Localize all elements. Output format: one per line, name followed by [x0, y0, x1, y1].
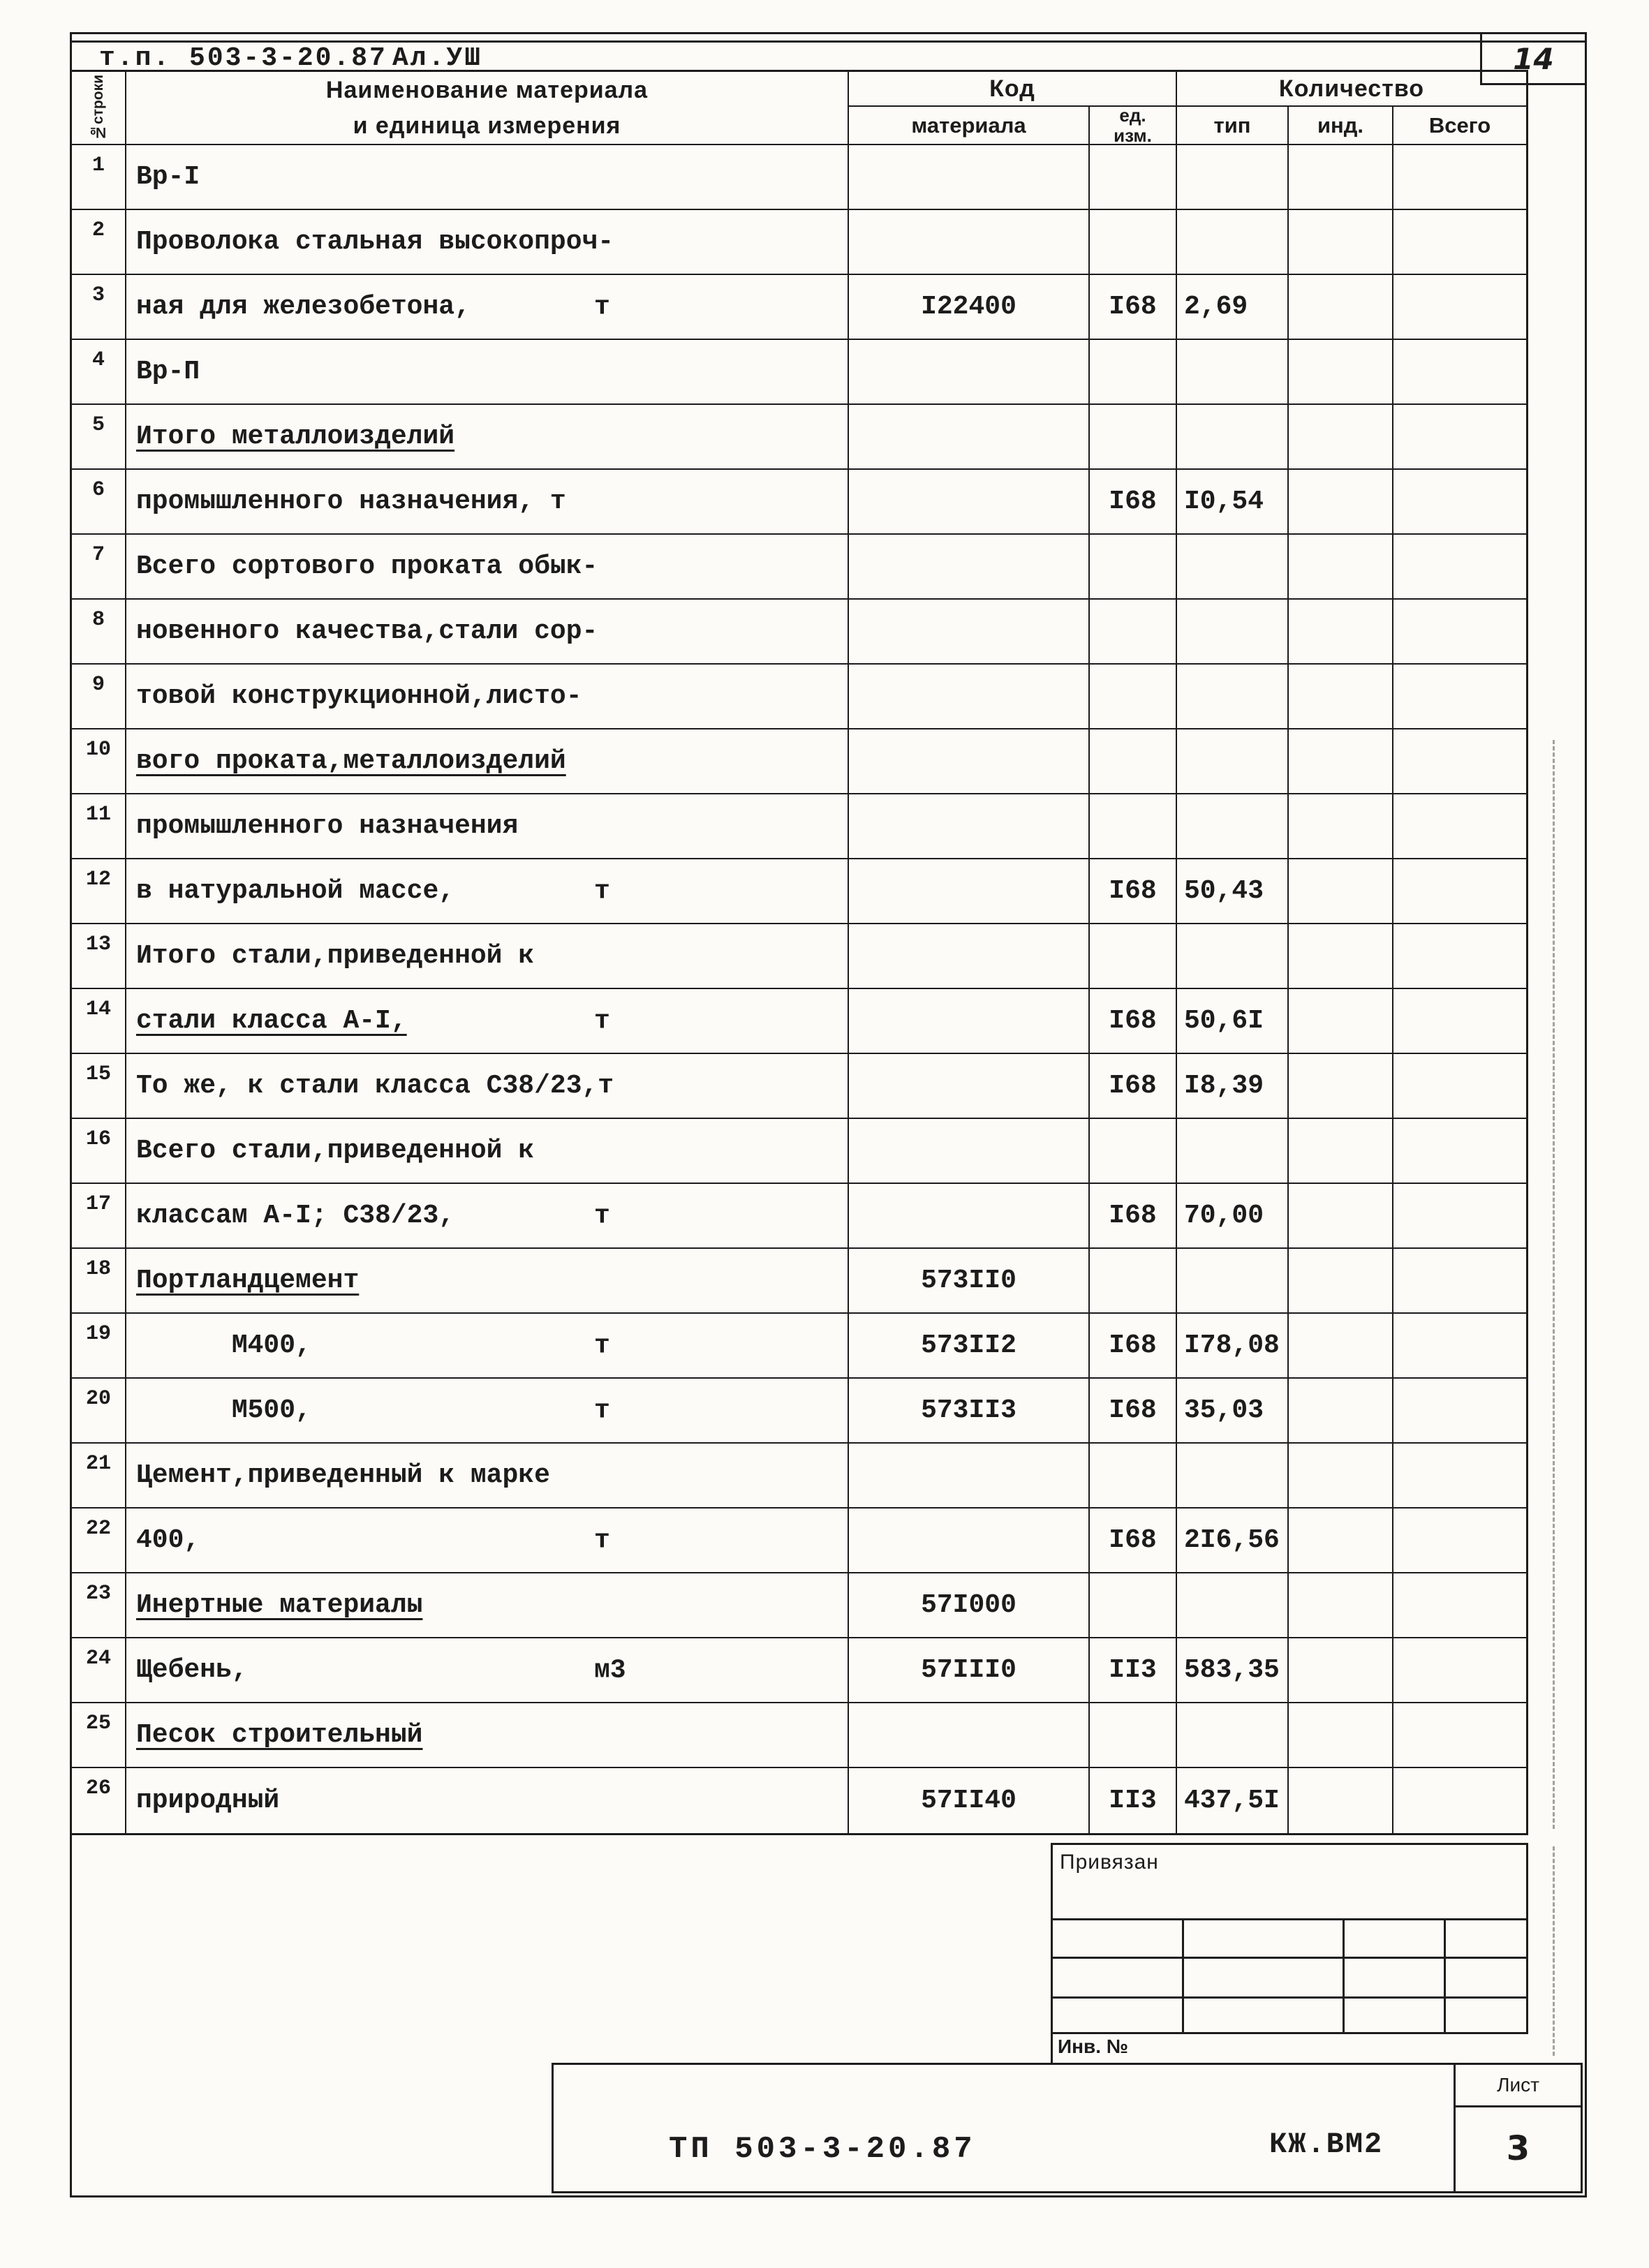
qty-tip-cell	[1177, 340, 1289, 405]
column-group-quantity: Количество	[1177, 72, 1526, 107]
qty-ind-cell	[1289, 275, 1393, 340]
qty-total-cell	[1393, 1054, 1526, 1119]
material-name-text: М400,	[136, 1331, 311, 1361]
stamp-divider	[1182, 1918, 1184, 2032]
unit-code-cell	[1090, 1573, 1177, 1638]
stamp-rule	[1053, 1996, 1526, 1999]
unit-code-cell	[1090, 340, 1177, 405]
material-name-text: Портландцемент	[136, 1266, 360, 1296]
qty-total-cell	[1393, 1444, 1526, 1509]
qty-ind-cell	[1289, 1703, 1393, 1768]
material-name-cell	[126, 1119, 849, 1184]
qty-ind-cell	[1289, 600, 1393, 665]
qty-tip-cell: 35,03	[1177, 1379, 1289, 1444]
row-number-cell: 3	[72, 275, 126, 340]
material-name-cell	[126, 405, 849, 470]
sheet-number-box	[1454, 2065, 1581, 2191]
qty-tip-cell: 2I6,56	[1177, 1509, 1289, 1573]
material-name-cell	[126, 275, 849, 340]
document-reference: т.п. 503-3-20.87	[99, 43, 387, 73]
material-code-cell: 573II0	[849, 1249, 1090, 1314]
row-number-cell: 12	[72, 859, 126, 924]
material-name-text: вого проката,металлоизделий	[136, 746, 566, 776]
column-group-code: Код	[849, 72, 1177, 107]
unit-code-cell	[1090, 1119, 1177, 1184]
qty-tip-cell: 70,00	[1177, 1184, 1289, 1249]
qty-tip-cell	[1177, 145, 1289, 210]
material-code-cell: 573II3	[849, 1379, 1090, 1444]
unit-code-cell: I68	[1090, 1184, 1177, 1249]
qty-ind-cell	[1289, 145, 1393, 210]
material-name-cell	[126, 470, 849, 535]
unit-header-line2: изм.	[1114, 124, 1152, 146]
qty-ind-cell	[1289, 1184, 1393, 1249]
qty-ind-cell	[1289, 1054, 1393, 1119]
row-number-cell: 22	[72, 1509, 126, 1573]
qty-tip-cell: 50,43	[1177, 859, 1289, 924]
material-code-cell	[849, 729, 1090, 794]
material-name-text: Проволока стальная высокопроч-	[136, 227, 614, 257]
material-name-cell	[126, 1509, 849, 1573]
qty-total-cell	[1393, 1638, 1526, 1703]
material-name-text: ная для железобетона,	[136, 292, 471, 322]
material-name-cell	[126, 729, 849, 794]
unit-code-cell	[1090, 600, 1177, 665]
row-number-cell: 10	[72, 729, 126, 794]
qty-ind-cell	[1289, 859, 1393, 924]
unit-of-measure-text: т	[594, 292, 610, 322]
column-header-total: Всего	[1393, 107, 1526, 145]
unit-of-measure-text: т	[594, 1006, 610, 1036]
material-name-cell	[126, 794, 849, 859]
row-number-cell: 24	[72, 1638, 126, 1703]
material-code-cell: 573II2	[849, 1314, 1090, 1379]
material-name-text: Всего сортового проката обык-	[136, 551, 598, 581]
column-header-ind: инд.	[1289, 107, 1393, 145]
unit-code-cell: I68	[1090, 275, 1177, 340]
material-name-cell	[126, 859, 849, 924]
qty-total-cell	[1393, 1703, 1526, 1768]
material-name-cell	[126, 340, 849, 405]
qty-ind-cell	[1289, 340, 1393, 405]
qty-tip-cell	[1177, 794, 1289, 859]
unit-code-cell	[1090, 210, 1177, 275]
stamp-divider	[1343, 1918, 1345, 2032]
column-header-tip: тип	[1177, 107, 1289, 145]
sheet-number: 3	[1506, 2129, 1530, 2168]
column-header-row-number	[72, 72, 126, 145]
row-number-cell: 16	[72, 1119, 126, 1184]
material-name-cell	[126, 1249, 849, 1314]
qty-tip-cell: I78,08	[1177, 1314, 1289, 1379]
qty-tip-cell	[1177, 535, 1289, 600]
unit-of-measure-text: т	[594, 1201, 610, 1231]
column-header-material-code: материала	[849, 107, 1090, 145]
material-name-text: промышленного назначения, т	[136, 487, 566, 517]
qty-total-cell	[1393, 729, 1526, 794]
row-number-cell: 17	[72, 1184, 126, 1249]
unit-code-cell	[1090, 1249, 1177, 1314]
qty-ind-cell	[1289, 470, 1393, 535]
material-code-cell	[849, 1444, 1090, 1509]
row-number-cell: 2	[72, 210, 126, 275]
row-number-cell: 1	[72, 145, 126, 210]
material-name-text: Цемент,приведенный к марке	[136, 1460, 550, 1490]
qty-ind-cell	[1289, 1444, 1393, 1509]
material-name-cell	[126, 1703, 849, 1768]
qty-ind-cell	[1289, 1379, 1393, 1444]
material-code-cell	[849, 145, 1090, 210]
qty-total-cell	[1393, 1379, 1526, 1444]
material-name-cell	[126, 924, 849, 989]
qty-ind-cell	[1289, 1573, 1393, 1638]
unit-code-cell	[1090, 729, 1177, 794]
qty-tip-cell	[1177, 665, 1289, 729]
qty-total-cell	[1393, 210, 1526, 275]
material-name-text: Вр-П	[136, 357, 200, 387]
unit-code-cell: I68	[1090, 1314, 1177, 1379]
qty-total-cell	[1393, 1184, 1526, 1249]
qty-tip-cell	[1177, 924, 1289, 989]
qty-total-cell	[1393, 145, 1526, 210]
material-name-text: классам А-I; С38/23,	[136, 1201, 455, 1231]
material-name-cell	[126, 1768, 849, 1833]
qty-ind-cell	[1289, 1314, 1393, 1379]
row-number-cell: 6	[72, 470, 126, 535]
qty-total-cell	[1393, 859, 1526, 924]
qty-tip-cell: 2,69	[1177, 275, 1289, 340]
material-name-text: стали класса А-I,	[136, 1006, 407, 1036]
row-number-cell: 8	[72, 600, 126, 665]
material-code-cell	[849, 1509, 1090, 1573]
inventory-number-label: Инв. №	[1058, 2036, 1129, 2057]
material-code-cell: 57I000	[849, 1573, 1090, 1638]
qty-ind-cell	[1289, 665, 1393, 729]
row-number-cell: 4	[72, 340, 126, 405]
qty-ind-cell	[1289, 405, 1393, 470]
title-block-document-number: ТП 503-3-20.87	[669, 2132, 976, 2167]
row-number-cell: 19	[72, 1314, 126, 1379]
material-code-cell	[849, 600, 1090, 665]
row-number-cell: 21	[72, 1444, 126, 1509]
material-code-cell: 57II40	[849, 1768, 1090, 1833]
stamp-label: Привязан	[1060, 1851, 1159, 1874]
unit-code-cell	[1090, 794, 1177, 859]
material-name-text: Итого металлоизделий	[136, 422, 455, 452]
qty-tip-cell: I8,39	[1177, 1054, 1289, 1119]
unit-code-cell	[1090, 145, 1177, 210]
row-number-cell: 14	[72, 989, 126, 1054]
name-header-line2: и единица измерения	[353, 112, 621, 139]
qty-tip-cell: 437,5I	[1177, 1768, 1289, 1833]
row-number-cell: 7	[72, 535, 126, 600]
material-name-cell	[126, 1379, 849, 1444]
qty-ind-cell	[1289, 729, 1393, 794]
material-name-text: Вр-I	[136, 162, 200, 192]
qty-total-cell	[1393, 1573, 1526, 1638]
qty-tip-cell	[1177, 1444, 1289, 1509]
qty-total-cell	[1393, 600, 1526, 665]
material-name-text: новенного качества,стали сор-	[136, 616, 598, 646]
material-name-cell	[126, 989, 849, 1054]
unit-code-cell: I68	[1090, 1509, 1177, 1573]
qty-tip-cell	[1177, 1249, 1289, 1314]
unit-of-measure-text: т	[594, 1525, 610, 1555]
material-code-cell	[849, 535, 1090, 600]
material-code-cell: I22400	[849, 275, 1090, 340]
margin-dashed-line-lower	[1553, 1846, 1555, 2056]
stamp-left-rule	[1051, 2030, 1053, 2063]
unit-code-cell: II3	[1090, 1768, 1177, 1833]
sheet-label: Лист	[1456, 2065, 1581, 2107]
row-number-cell: 20	[72, 1379, 126, 1444]
binding-stamp-block	[1051, 1843, 1528, 2034]
row-number-cell: 25	[72, 1703, 126, 1768]
row-number-cell: 23	[72, 1573, 126, 1638]
material-name-cell	[126, 210, 849, 275]
unit-of-measure-text: т	[594, 876, 610, 906]
unit-of-measure-text: т	[594, 1395, 610, 1425]
material-name-cell	[126, 535, 849, 600]
qty-total-cell	[1393, 340, 1526, 405]
margin-dashed-line	[1553, 740, 1555, 1829]
material-name-cell	[126, 1573, 849, 1638]
unit-of-measure-text: т	[594, 1331, 610, 1361]
qty-total-cell	[1393, 794, 1526, 859]
material-name-text: То же, к стали класса С38/23,т	[136, 1071, 614, 1101]
qty-ind-cell	[1289, 1119, 1393, 1184]
qty-total-cell	[1393, 275, 1526, 340]
unit-code-cell: I68	[1090, 859, 1177, 924]
qty-tip-cell: I0,54	[1177, 470, 1289, 535]
material-name-cell	[126, 1314, 849, 1379]
qty-tip-cell	[1177, 729, 1289, 794]
qty-total-cell	[1393, 535, 1526, 600]
qty-ind-cell	[1289, 989, 1393, 1054]
qty-tip-cell: 583,35	[1177, 1638, 1289, 1703]
material-name-text: Щебень,	[136, 1655, 248, 1685]
qty-total-cell	[1393, 924, 1526, 989]
row-number-cell: 9	[72, 665, 126, 729]
material-name-text: промышленного назначения	[136, 811, 519, 841]
material-code-cell: 57III0	[849, 1638, 1090, 1703]
stamp-rule	[1053, 1918, 1526, 1920]
unit-code-cell	[1090, 1444, 1177, 1509]
unit-code-cell: I68	[1090, 989, 1177, 1054]
material-code-cell	[849, 210, 1090, 275]
unit-code-cell	[1090, 405, 1177, 470]
qty-total-cell	[1393, 665, 1526, 729]
qty-tip-cell	[1177, 210, 1289, 275]
material-code-cell	[849, 470, 1090, 535]
material-code-cell	[849, 340, 1090, 405]
material-name-cell	[126, 1054, 849, 1119]
material-code-cell	[849, 924, 1090, 989]
title-block	[552, 2063, 1583, 2193]
material-code-cell	[849, 405, 1090, 470]
unit-of-measure-text: м3	[594, 1655, 626, 1685]
row-number-cell: 5	[72, 405, 126, 470]
material-name-cell	[126, 145, 849, 210]
unit-header-line1: ед.	[1119, 104, 1146, 126]
qty-total-cell	[1393, 989, 1526, 1054]
qty-ind-cell	[1289, 1509, 1393, 1573]
qty-total-cell	[1393, 1314, 1526, 1379]
qty-ind-cell	[1289, 535, 1393, 600]
qty-total-cell	[1393, 1249, 1526, 1314]
column-header-unit	[1090, 104, 1177, 146]
qty-tip-cell	[1177, 405, 1289, 470]
unit-code-cell	[1090, 665, 1177, 729]
page-number-box: 14	[1480, 34, 1585, 85]
qty-ind-cell	[1289, 794, 1393, 859]
qty-ind-cell	[1289, 1768, 1393, 1833]
material-name-cell	[126, 665, 849, 729]
qty-ind-cell	[1289, 1249, 1393, 1314]
title-block-sheet-code: КЖ.ВМ2	[1269, 2128, 1384, 2161]
stamp-rule	[1053, 1957, 1526, 1959]
material-name-text: природный	[136, 1786, 280, 1816]
qty-ind-cell	[1289, 1638, 1393, 1703]
qty-total-cell	[1393, 1119, 1526, 1184]
material-code-cell	[849, 1119, 1090, 1184]
unit-code-cell	[1090, 535, 1177, 600]
row-number-cell: 11	[72, 794, 126, 859]
qty-tip-cell	[1177, 600, 1289, 665]
qty-total-cell	[1393, 470, 1526, 535]
qty-tip-cell	[1177, 1703, 1289, 1768]
material-code-cell	[849, 665, 1090, 729]
unit-code-cell: I68	[1090, 1379, 1177, 1444]
qty-tip-cell	[1177, 1119, 1289, 1184]
unit-code-cell: I68	[1090, 470, 1177, 535]
unit-code-cell	[1090, 1703, 1177, 1768]
row-number-cell: 15	[72, 1054, 126, 1119]
unit-code-cell: II3	[1090, 1638, 1177, 1703]
material-code-cell	[849, 1054, 1090, 1119]
qty-total-cell	[1393, 1509, 1526, 1573]
qty-tip-cell: 50,6I	[1177, 989, 1289, 1054]
material-name-text: 400,	[136, 1525, 200, 1555]
material-name-text: М500,	[136, 1395, 311, 1425]
material-name-cell	[126, 1444, 849, 1509]
unit-code-cell	[1090, 924, 1177, 989]
qty-tip-cell	[1177, 1573, 1289, 1638]
material-name-text: Песок строительный	[136, 1720, 423, 1750]
qty-total-cell	[1393, 1768, 1526, 1833]
material-name-text: Итого стали,приведенной к	[136, 941, 535, 971]
stamp-divider	[1444, 1918, 1446, 2032]
material-name-cell	[126, 1638, 849, 1703]
qty-ind-cell	[1289, 210, 1393, 275]
material-code-cell	[849, 1184, 1090, 1249]
row-number-cell: 18	[72, 1249, 126, 1314]
material-code-cell	[849, 1703, 1090, 1768]
name-header-line1: Наименование материала	[325, 76, 649, 103]
material-name-text: Всего стали,приведенной к	[136, 1136, 535, 1166]
album-reference: Ал.УШ	[392, 43, 483, 73]
top-double-rule	[70, 40, 1585, 43]
column-header-material-name	[126, 72, 849, 145]
material-name-text: Инертные материалы	[136, 1590, 423, 1620]
row-number-cell: 26	[72, 1768, 126, 1833]
material-name-cell	[126, 1184, 849, 1249]
qty-ind-cell	[1289, 924, 1393, 989]
row-number-header-label: №строки	[90, 75, 106, 141]
material-name-text: в натуральной массе,	[136, 876, 455, 906]
material-code-cell	[849, 859, 1090, 924]
unit-code-cell: I68	[1090, 1054, 1177, 1119]
material-code-cell	[849, 989, 1090, 1054]
material-name-text: товой конструкционной,листо-	[136, 681, 582, 711]
qty-total-cell	[1393, 405, 1526, 470]
material-code-cell	[849, 794, 1090, 859]
materials-table	[70, 70, 1528, 1835]
material-name-cell	[126, 600, 849, 665]
row-number-cell: 13	[72, 924, 126, 989]
